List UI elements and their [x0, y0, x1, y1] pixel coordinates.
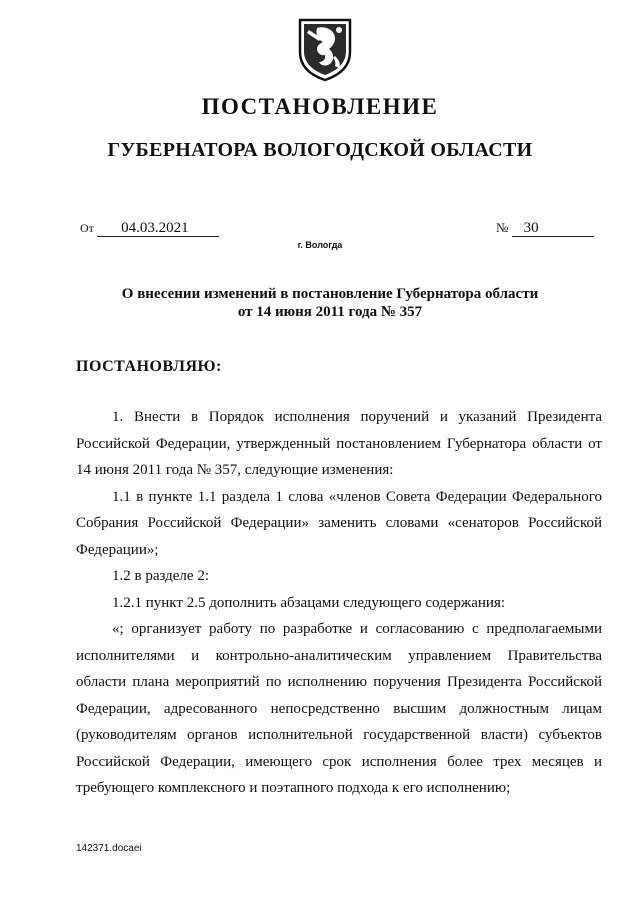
date-label: От [80, 221, 94, 235]
coat-of-arms-icon [295, 16, 355, 82]
number-label: № [496, 220, 509, 235]
subject-line-2: от 14 июня 2011 года № 357 [237, 304, 423, 320]
date-value: 04.03.2021 [97, 220, 219, 237]
paragraph-quote: «; организует работу по разработке и согласованию с предполагаемыми исполнителями и контрольно-аналитическим управлением Правительства области плана мероприятий по исполнению поручения Президента Российской Федерации, адресованного непосредственно высшим должностным лицам (руководителям органов исполнительной государственной власти) субъектов Российской Федерации, имеющего срок исполнения более трех месяцев и требующего комплексного и поэтапного подхода к его исполнению; [76, 621, 602, 796]
footer-filename: 142371.docaei [76, 843, 142, 854]
document-subject [90, 285, 570, 321]
subject-line-1: О внесении изменений в постановление Губернатора области [121, 286, 539, 302]
number-field [496, 220, 594, 237]
document-subtitle: ГУБЕРНАТОРА ВОЛОГОДСКОЙ ОБЛАСТИ [107, 139, 533, 161]
decree-heading: ПОСТАНОВЛЯЮ: [76, 358, 222, 375]
document-body [76, 404, 602, 802]
paragraph-1: 1. Внести в Порядок исполнения поручений и указаний Президента Российской Федерации, утвержденный постановлением Губернатора области от 14 июня 2011 года № 357, следующие изменения: [76, 409, 602, 478]
city-name: г. Вологда [297, 240, 343, 250]
number-value: 30 [512, 220, 594, 237]
paragraph-1-2-1: 1.2.1 пункт 2.5 дополнить абзацами следующего содержания: [112, 594, 506, 611]
document-title: ПОСТАНОВЛЕНИЕ [201, 94, 439, 119]
date-field [80, 220, 219, 237]
paragraph-1-2: 1.2 в разделе 2: [112, 568, 209, 584]
paragraph-1-1: 1.1 в пункте 1.1 раздела 1 слова «членов Совета Федерации Федерального Собрания Российской Федерации» заменить словами «сенаторов Российской Федерации»; [76, 488, 602, 558]
